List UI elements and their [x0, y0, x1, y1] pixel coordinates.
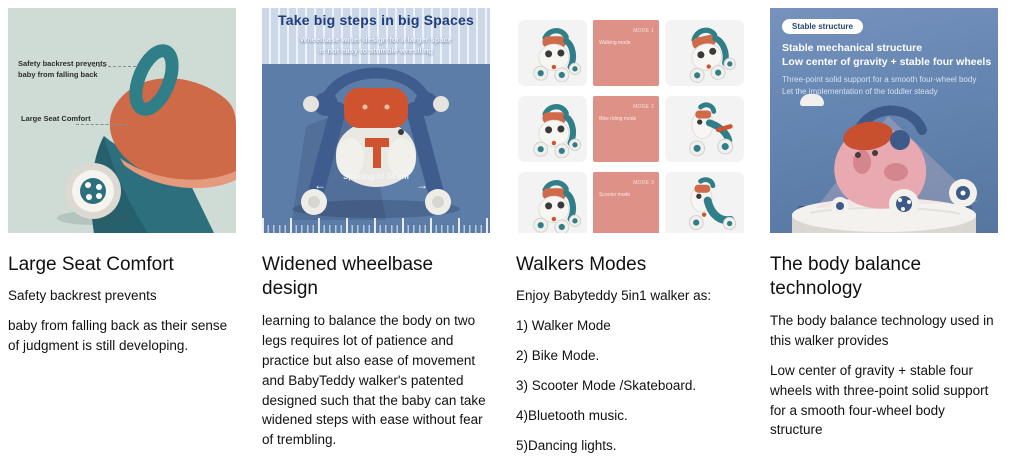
walker-mode-icon — [522, 176, 584, 233]
mode1-left-photo — [518, 20, 587, 86]
annotation-leader-line — [76, 124, 128, 125]
mode-row-3 — [518, 172, 744, 233]
annotation-leader-line — [88, 66, 136, 67]
mode3-label-card — [593, 172, 659, 233]
mode2-right-photo — [665, 96, 744, 162]
mode-label: Scooter mode — [599, 192, 631, 198]
mode-row-1 — [518, 20, 744, 86]
mode-label: Bike riding mode — [599, 116, 637, 122]
walker-mode-icon — [668, 20, 741, 86]
feature-paragraph: Safety backrest prevents — [8, 288, 157, 304]
mode1-right-photo — [665, 20, 744, 86]
seat-annotation: Large Seat Comfort — [21, 114, 91, 123]
image-subtitle: Three-point solid support for a smooth four-wheel body Let the implementation of the toddler steady — [782, 75, 977, 96]
feature-paragraph: Enjoy Babyteddy 5in1 walker as: — [516, 288, 712, 304]
feature-paragraph: learning to balance the body on two legs requires lot of patience and practice but also ease of movement and BabyTeddy walker's patented designed such that the baby can take widened steps with ease without fear of trembling. — [262, 312, 486, 448]
feature-paragraph: Low center of gravity + stable four wheels with three-point solid support for a smooth four-wheel body structure — [770, 362, 989, 438]
seat-comfort-image — [8, 8, 236, 233]
mode-tag: MODE 1 — [633, 28, 655, 34]
feature-paragraph: 3) Scooter Mode /Skateboard. — [516, 378, 697, 394]
feature-column-modes — [516, 8, 744, 466]
feature-heading: Widened wheelbase design — [262, 254, 434, 300]
image-title: Take big steps in big Spaces — [278, 12, 474, 28]
wheelbase-image — [262, 8, 490, 233]
stable-structure-badge: Stable structure — [782, 19, 863, 34]
feature-paragraph: 5)Dancing lights. — [516, 438, 617, 454]
image-subtitle: Wheelbase wider design for a larger space is not easy to stumble wrestling — [300, 35, 452, 55]
walker-mode-icon — [522, 100, 584, 158]
feature-heading: The body balance technology — [770, 254, 922, 300]
image-title: Stable mechanical structure Low center of gravity + stable four wheels — [782, 42, 992, 68]
mode-tag: MODE 3 — [633, 180, 655, 186]
mode-row-2 — [518, 96, 744, 162]
feature-paragraph: 1) Walker Mode — [516, 318, 611, 334]
mode1-label-card — [593, 20, 659, 86]
body-balance-image — [770, 8, 998, 233]
ruler-scale — [262, 218, 490, 233]
mode3-right-photo — [665, 172, 744, 233]
feature-heading: Walkers Modes — [516, 254, 647, 275]
feature-paragraph: The body balance technology used in this walker provides — [770, 312, 994, 348]
feature-paragraph: 2) Bike Mode. — [516, 348, 600, 364]
mode2-left-photo — [518, 96, 587, 162]
feature-column-balance — [770, 8, 998, 466]
mode2-label-card — [593, 96, 659, 162]
feature-heading: Large Seat Comfort — [8, 254, 174, 275]
walker-mode-icon — [522, 24, 584, 82]
scooter-mode-icon — [674, 176, 736, 233]
arrow-right-icon: → — [416, 178, 428, 192]
feature-column-seat-comfort — [8, 8, 236, 466]
spacing-label: Spacing of 34 cm — [343, 172, 409, 181]
mode3-left-photo — [518, 172, 587, 233]
mode-tag: MODE 2 — [633, 104, 655, 110]
feature-paragraph: 4)Bluetooth music. — [516, 408, 628, 424]
walker-modes-image — [516, 8, 744, 233]
feature-paragraph: baby from falling back as their sense of judgment is still developing. — [8, 318, 228, 354]
bike-mode-icon — [674, 100, 736, 158]
arrow-left-icon: ← — [314, 178, 326, 192]
mode-label: Walking mode — [599, 40, 631, 46]
feature-column-wheelbase — [262, 8, 490, 466]
backrest-annotation: Safety backrest prevents baby from falling back — [18, 59, 107, 79]
